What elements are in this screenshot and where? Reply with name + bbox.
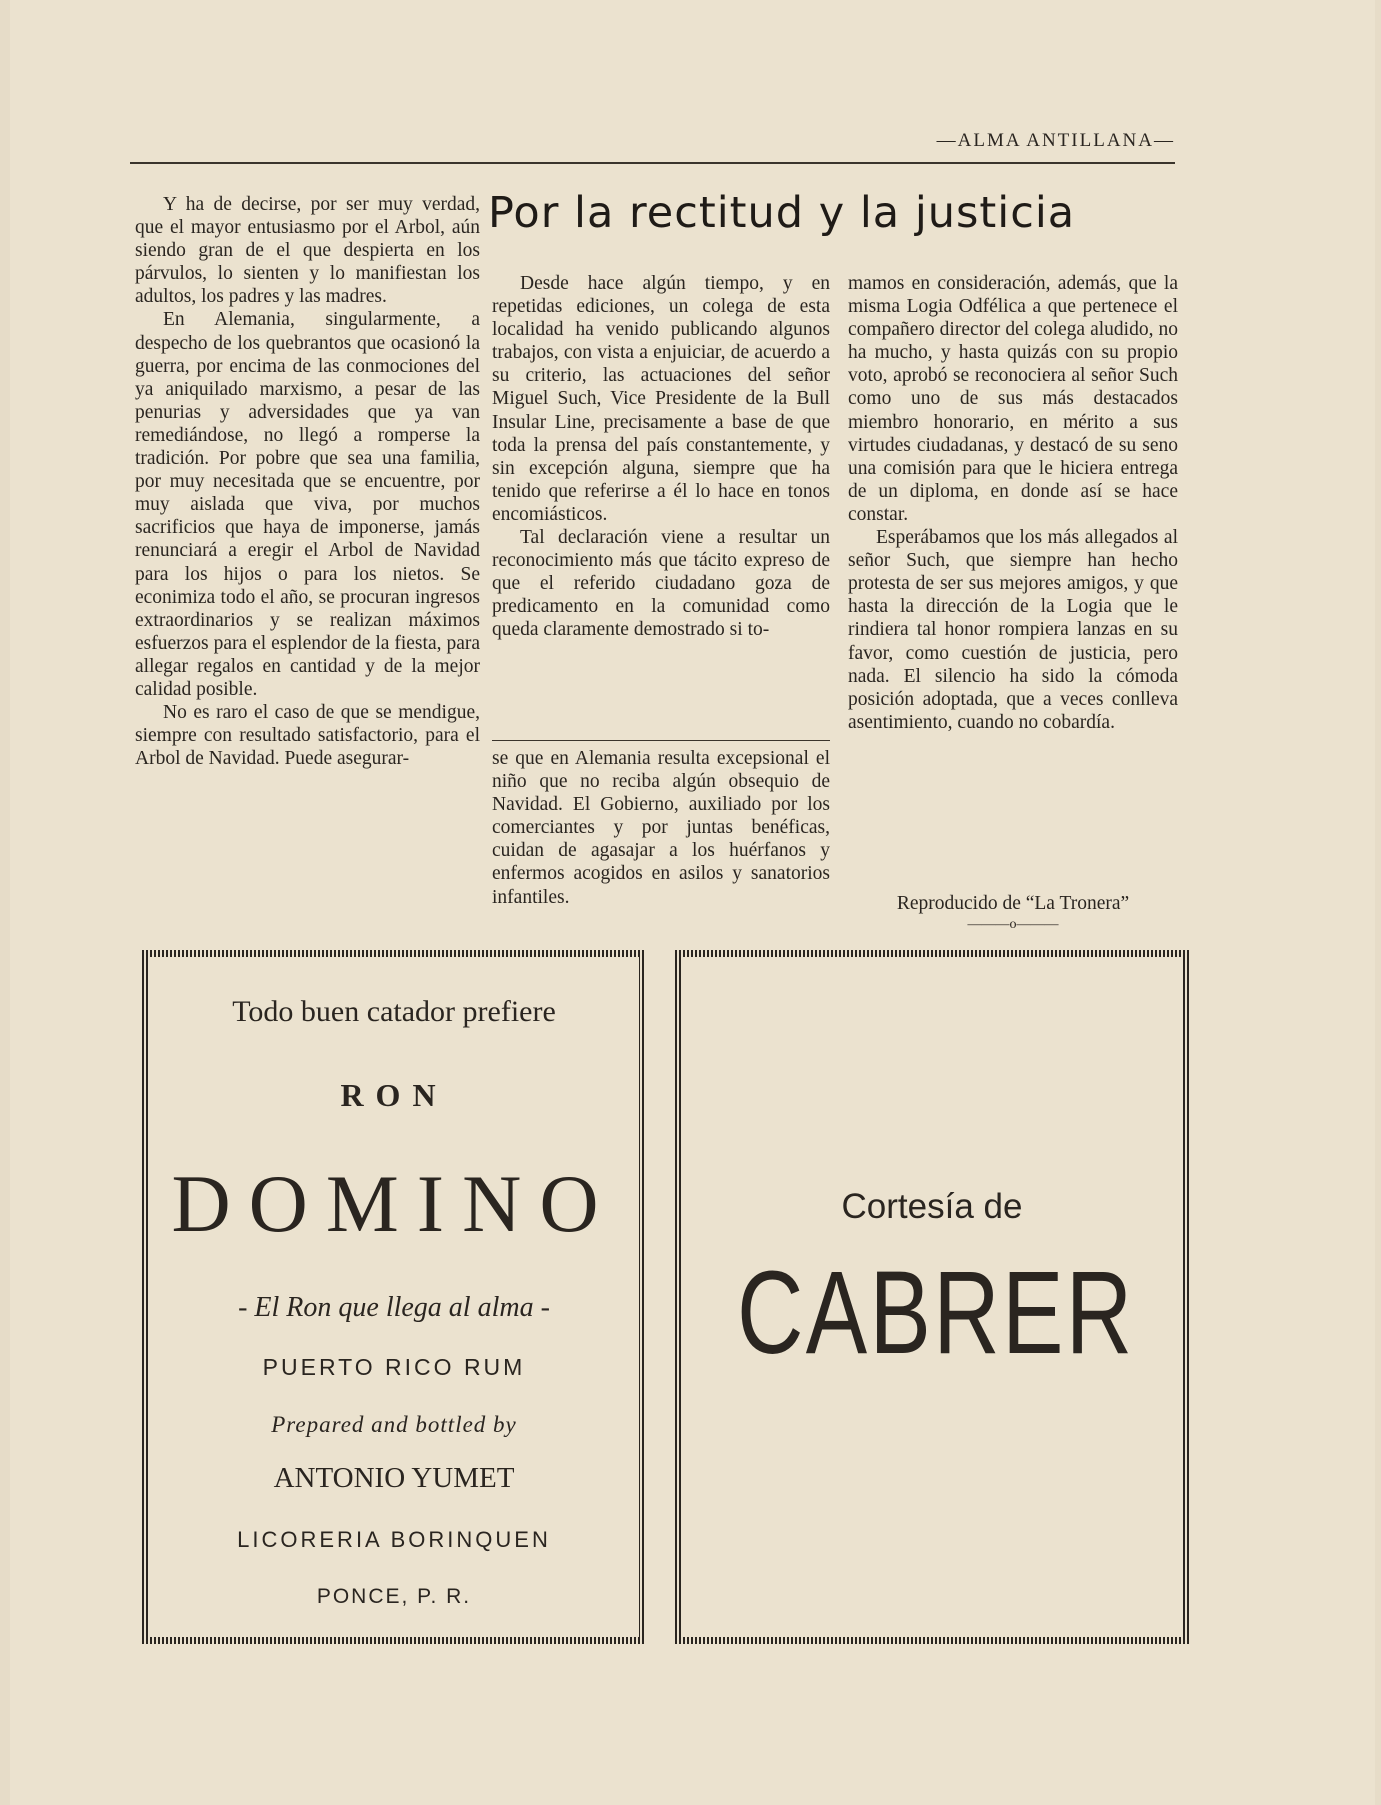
ad-company: LICORERIA BORINQUEN	[237, 1527, 551, 1552]
magazine-page	[10, 0, 1375, 1805]
running-header: —ALMA ANTILLANA—	[130, 130, 1175, 164]
end-mark: ———o———	[967, 917, 1059, 932]
ad-product-type: RON	[340, 1077, 448, 1113]
ad-producer: ANTONIO YUMET	[273, 1462, 515, 1494]
ad-location: PONCE, P. R.	[316, 1585, 472, 1608]
continuation-column	[492, 747, 830, 909]
article-middle-column	[492, 272, 830, 642]
paragraph: mamos en consideración, además, que la misma Logia Odfélica a que pertenece el compañero director del colega aludido, no ha mucho, y hasta quizás con su propio voto, aprobó se reconociera al señor Such como uno de sus más destacados miembro honorario, en mérito a sus virtudes ciudadanas, y destacó de su seno una comisión para que le hiciera entrega de un diploma, en donde así se hace constar.	[848, 273, 1178, 525]
paragraph: Tal declaración viene a resultar un reconocimiento más que tácito expreso de que el referido ciudadano goza de predicamento en la comunidad como queda claramente demostrado si to-	[492, 527, 830, 641]
paragraph: No es raro el caso de que se mendigue, siempre con resultado satisfactorio, para el Arbol de Navidad. Puede asegurar-	[135, 702, 480, 770]
column-divider-rule	[492, 740, 830, 741]
advertisement-ron-domino	[142, 950, 646, 1644]
paragraph: En Alemania, singularmente, a despecho de los quebrantos que ocasionó la guerra, por encima de las conmociones del ya aniquilado marxismo, a pesar de las penurias y adversidades que ya van remediándose, no llegó a romperse la tradición. Por pobre que sea una familia, por muy necesitada que se encuentre, por muy aislada que viva, por muchos sacrificios que haya de imponerse, jamás renunciará a eregir el Arbol de Navidad para los hijos o para los nietos. Se econimiza todo el año, se procuran ingresos extraordinarios y se realizan máximos esfuerzos para el esplendor de la fiesta, para allegar regalos en cantidad y de la mejor calidad posible.	[135, 309, 480, 700]
ad-slogan: - El Ron que llega al alma -	[238, 1292, 550, 1323]
paragraph: Desde hace algún tiempo, y en repetidas ediciones, un colega de esta localidad ha venido publicando algunos trabajos, con vista a enjuiciar, de acuerdo a su criterio, las actuaciones del señor Miguel Such, Vice Presidente de la Bull Insular Line, precisamente a base de que toda la prensa del país constantemente, y sin excepción alguna, siempre que ha tenido que referirse a él lo hace en tonos encomiásticos.	[492, 273, 830, 525]
ad-tagline: Todo buen catador prefiere	[232, 995, 556, 1028]
left-column	[135, 193, 480, 770]
ad-courtesy: Cortesía de	[841, 1187, 1023, 1226]
paragraph: Y ha de decirse, por ser muy verdad, que el mayor entusiasmo por el Arbol, aún siendo gran de el que despierta en los párvulos, lo sienten y lo manifiestan los adultos, los padres y las madres.	[135, 194, 480, 308]
paragraph: Esperábamos que los más allegados al señor Such, que siempre han hecho protesta de ser sus mejores amigos, y que hasta la dirección de la Logia que le rindiera tal honor rompiera lanzas en su favor, como cuestión de justicia, pero nada. El silencio ha sido la cómoda posición adoptada, que a veces conlleva asentimiento, cuando no cobardía.	[848, 527, 1178, 733]
article-source	[848, 893, 1178, 933]
ad-prepared-by: Prepared and bottled by	[271, 1412, 517, 1437]
source-credit: Reproducido de “La Tronera”	[896, 893, 1130, 914]
ad-brand-name: DOMINO	[171, 1158, 617, 1249]
article-title: Por la rectitud y la justicia	[488, 188, 1076, 238]
paragraph: se que en Alemania resulta excepsional el niño que no reciba algún obsequio de Navidad. El Gobierno, auxiliado por los comerciantes y por juntas benéficas, cuidan de agasajar a los huérfanos y enfermos acogidos en asilos y sanatorios infantiles.	[492, 748, 830, 908]
ad-origin: PUERTO RICO RUM	[262, 1354, 526, 1380]
ad-sponsor-name: CABRER	[737, 1247, 1135, 1379]
article-right-column	[848, 272, 1178, 734]
advertisement-cabrer	[675, 950, 1189, 1644]
